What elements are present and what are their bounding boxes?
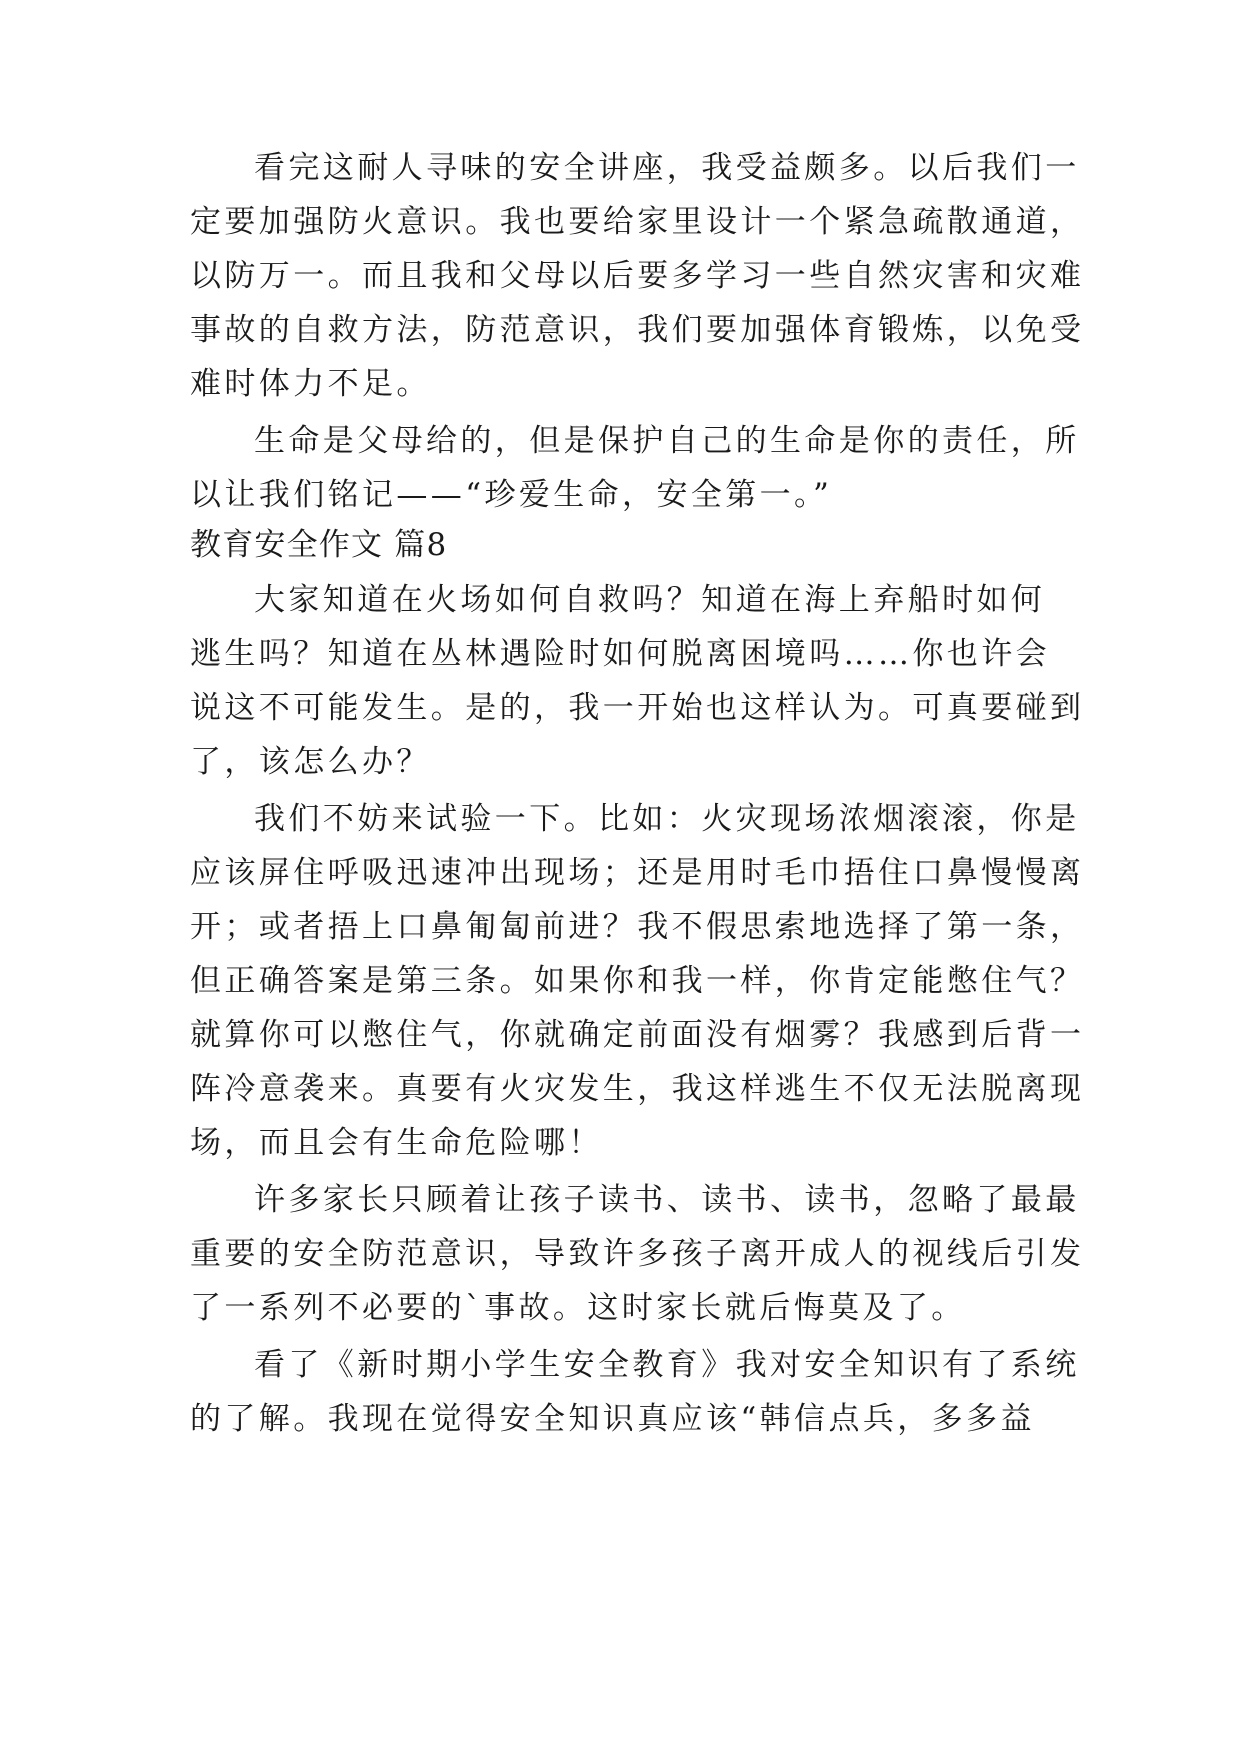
paragraph-line: 了一系列不必要的`事故。这时家长就后悔莫及了。 <box>190 1290 966 1326</box>
paragraph-line: 难时体力不足。 <box>190 366 431 402</box>
paragraph-line: 以防万一。而且我和父母以后要多学习一些自然灾害和灾难 <box>190 258 1085 294</box>
paragraph-line: 定要加强防火意识。我也要给家里设计一个紧急疏散通道， <box>190 204 1085 240</box>
paragraph-line: 了，该怎么办？ <box>190 744 431 780</box>
paragraph-line: 许多家长只顾着让孩子读书、读书、读书，忽略了最最 <box>254 1182 1080 1218</box>
paragraph-line: 开；或者捂上口鼻匍匐前进？我不假思索地选择了第一条， <box>190 909 1085 945</box>
paragraph-line: 大家知道在火场如何自救吗？知道在海上弃船时如何 <box>254 582 1046 618</box>
paragraph-line: 的了解。我现在觉得安全知识真应该“韩信点兵，多多益 <box>190 1401 1035 1437</box>
paragraph-line: 应该屏住呼吸迅速冲出现场；还是用时毛巾捂住口鼻慢慢离 <box>190 855 1085 891</box>
paragraph-line: 看完这耐人寻味的安全讲座，我受益颇多。以后我们一 <box>254 150 1080 186</box>
paragraph-line: 我们不妨来试验一下。比如：火灾现场浓烟滚滚，你是 <box>254 801 1080 837</box>
section-heading: 教育安全作文 篇8 <box>190 527 448 563</box>
paragraph-line: 就算你可以憋住气，你就确定前面没有烟雾？我感到后背一 <box>190 1017 1085 1053</box>
paragraph-line: 重要的安全防范意识，导致许多孩子离开成人的视线后引发 <box>190 1236 1085 1272</box>
paragraph-line: 阵冷意袭来。真要有火灾发生，我这样逃生不仅无法脱离现 <box>190 1071 1085 1107</box>
paragraph-line: 以让我们铭记——“珍爱生命，安全第一。” <box>190 477 833 513</box>
paragraph-line: 事故的自救方法，防范意识，我们要加强体育锻炼，以免受 <box>190 312 1085 348</box>
paragraph-line: 看了《新时期小学生安全教育》我对安全知识有了系统 <box>254 1347 1080 1383</box>
paragraph-line: 场，而且会有生命危险哪！ <box>190 1125 603 1161</box>
paragraph-line: 生命是父母给的，但是保护自己的生命是你的责任，所 <box>254 423 1080 459</box>
paragraph-line: 但正确答案是第三条。如果你和我一样，你肯定能憋住气？ <box>190 963 1085 999</box>
paragraph-line: 说这不可能发生。是的，我一开始也这样认为。可真要碰到 <box>190 690 1085 726</box>
paragraph-line: 逃生吗？知道在丛林遇险时如何脱离困境吗……你也许会 <box>190 636 1050 672</box>
